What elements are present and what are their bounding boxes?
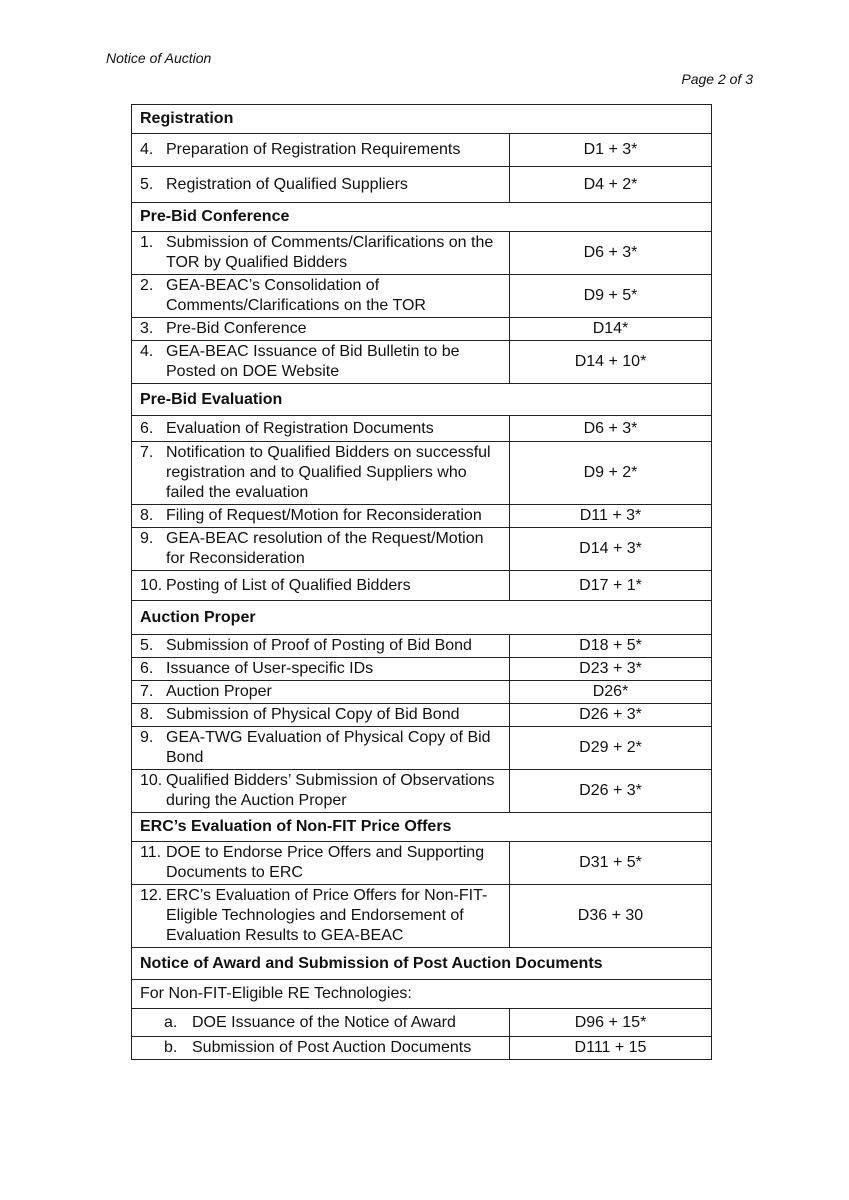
page-number: Page 2 of 3: [681, 71, 753, 87]
activity-cell: [132, 727, 510, 770]
activity-cell: [132, 528, 510, 571]
table-row: [132, 727, 712, 770]
duration-cell: D111 + 15: [510, 1037, 712, 1060]
activity-text: DOE Issuance of the Notice of Award: [192, 1013, 456, 1031]
duration-cell: D9 + 5*: [510, 275, 712, 318]
table-row: [132, 1037, 712, 1060]
duration-cell: D26*: [510, 681, 712, 704]
activity-text: Filing of Request/Motion for Reconsideration: [166, 507, 482, 524]
table-row: [132, 704, 712, 727]
technology-subheading: For Non-FIT-Eligible RE Technologies:: [132, 980, 712, 1009]
item-number: 10.: [140, 576, 163, 594]
activity-text: GEA-BEAC resolution of the Request/Motion for Reconsideration: [166, 530, 484, 567]
activity-text: Auction Proper: [166, 683, 272, 700]
activity-cell: [132, 681, 510, 704]
activity-text: Posting of List of Qualified Bidders: [166, 576, 411, 594]
table-row: [132, 341, 712, 384]
duration-cell: D11 + 3*: [510, 505, 712, 528]
table-row: [132, 275, 712, 318]
schedule-table: [131, 104, 712, 1060]
activity-cell: [132, 1009, 510, 1037]
duration-cell: D26 + 3*: [510, 704, 712, 727]
duration-cell: D17 + 1*: [510, 571, 712, 601]
activity-text: GEA-BEAC Issuance of Bid Bulletin to be Posted on DOE Website: [166, 343, 460, 380]
item-number: 7.: [140, 444, 154, 461]
item-number: 12.: [140, 887, 163, 904]
duration-cell: D6 + 3*: [510, 416, 712, 442]
duration-cell: D23 + 3*: [510, 658, 712, 681]
section-row: [132, 384, 712, 416]
item-number: 5.: [140, 637, 154, 654]
activity-cell: [132, 1037, 510, 1060]
item-letter: a.: [164, 1013, 178, 1031]
table-row: [132, 635, 712, 658]
activity-text: Submission of Comments/Clarifications on the TOR by Qualified Bidders: [166, 234, 494, 271]
table-row: [132, 681, 712, 704]
item-number: 11.: [140, 844, 162, 861]
activity-cell: [132, 318, 510, 341]
table-row: [132, 770, 712, 813]
activity-cell: [132, 635, 510, 658]
table-row: [132, 134, 712, 167]
activity-text: Preparation of Registration Requirements: [166, 141, 461, 158]
item-number: 7.: [140, 683, 154, 700]
activity-cell: [132, 167, 510, 203]
table-row: [132, 1009, 712, 1037]
table-row: [132, 416, 712, 442]
section-heading-pre-bid-conference: Pre-Bid Conference: [132, 203, 712, 232]
duration-cell: D6 + 3*: [510, 232, 712, 275]
item-number: 2.: [140, 277, 154, 294]
item-number: 6.: [140, 419, 154, 437]
activity-cell: [132, 704, 510, 727]
activity-text: Pre-Bid Conference: [166, 320, 307, 337]
duration-cell: D14 + 3*: [510, 528, 712, 571]
activity-cell: [132, 134, 510, 167]
duration-cell: D1 + 3*: [510, 134, 712, 167]
item-number: 6.: [140, 660, 154, 677]
table-row: [132, 885, 712, 948]
activity-text: Notification to Qualified Bidders on successful registration and to Qualified Suppliers who failed the evaluation: [166, 444, 491, 501]
duration-cell: D4 + 2*: [510, 167, 712, 203]
activity-cell: [132, 416, 510, 442]
section-heading-auction-proper: Auction Proper: [132, 601, 712, 635]
activity-text: Submission of Proof of Posting of Bid Bond: [166, 637, 472, 654]
table-row: [132, 442, 712, 505]
duration-cell: D26 + 3*: [510, 770, 712, 813]
item-number: 5.: [140, 175, 154, 193]
item-number: 4.: [140, 141, 154, 158]
section-row: [132, 203, 712, 232]
table-row: [132, 571, 712, 601]
activity-cell: [132, 571, 510, 601]
item-number: 10.: [140, 772, 163, 789]
activity-cell: [132, 275, 510, 318]
activity-text: Qualified Bidders’ Submission of Observations during the Auction Proper: [166, 772, 495, 809]
table-row: [132, 505, 712, 528]
activity-cell: [132, 770, 510, 813]
table-row: [132, 842, 712, 885]
item-number: 3.: [140, 320, 154, 337]
duration-cell: D18 + 5*: [510, 635, 712, 658]
activity-cell: [132, 842, 510, 885]
activity-text: Submission of Physical Copy of Bid Bond: [166, 706, 460, 723]
activity-text: Evaluation of Registration Documents: [166, 419, 434, 437]
section-row: [132, 813, 712, 842]
section-heading-pre-bid-evaluation: Pre-Bid Evaluation: [132, 384, 712, 416]
section-row: [132, 105, 712, 134]
item-letter: b.: [164, 1039, 178, 1056]
activity-cell: [132, 658, 510, 681]
item-number: 9.: [140, 729, 154, 746]
activity-text: ERC’s Evaluation of Price Offers for Non-FIT-Eligible Technologies and Endorsement of Evaluation Results to GEA-BEAC: [166, 887, 488, 944]
duration-cell: D96 + 15*: [510, 1009, 712, 1037]
activity-text: DOE to Endorse Price Offers and Supporting Documents to ERC: [166, 844, 485, 881]
item-number: 8.: [140, 507, 154, 524]
duration-cell: D36 + 30: [510, 885, 712, 948]
table-row: [132, 167, 712, 203]
activity-cell: [132, 885, 510, 948]
activity-text: GEA-TWG Evaluation of Physical Copy of Bid Bond: [166, 729, 491, 766]
activity-cell: [132, 505, 510, 528]
activity-text: Submission of Post Auction Documents: [192, 1039, 472, 1056]
subheading-row: [132, 980, 712, 1009]
item-number: 9.: [140, 530, 154, 547]
table-row: [132, 658, 712, 681]
item-number: 1.: [140, 234, 154, 251]
activity-cell: [132, 232, 510, 275]
activity-text: GEA-BEAC’s Consolidation of Comments/Clarifications on the TOR: [166, 277, 426, 314]
activity-text: Registration of Qualified Suppliers: [166, 175, 408, 193]
duration-cell: D14*: [510, 318, 712, 341]
table-row: [132, 528, 712, 571]
activity-cell: [132, 442, 510, 505]
activity-cell: [132, 341, 510, 384]
duration-cell: D9 + 2*: [510, 442, 712, 505]
duration-cell: D14 + 10*: [510, 341, 712, 384]
activity-text: Issuance of User-specific IDs: [166, 660, 374, 677]
table-row: [132, 232, 712, 275]
section-row: [132, 601, 712, 635]
section-heading-erc-evaluation: ERC’s Evaluation of Non-FIT Price Offers: [132, 813, 712, 842]
section-heading-notice-of-award: Notice of Award and Submission of Post Auction Documents: [132, 948, 712, 980]
duration-cell: D29 + 2*: [510, 727, 712, 770]
section-row: [132, 948, 712, 980]
item-number: 4.: [140, 343, 154, 360]
section-heading-registration: Registration: [132, 105, 712, 134]
table-row: [132, 318, 712, 341]
item-number: 8.: [140, 706, 154, 723]
document-title: Notice of Auction: [106, 50, 212, 66]
duration-cell: D31 + 5*: [510, 842, 712, 885]
